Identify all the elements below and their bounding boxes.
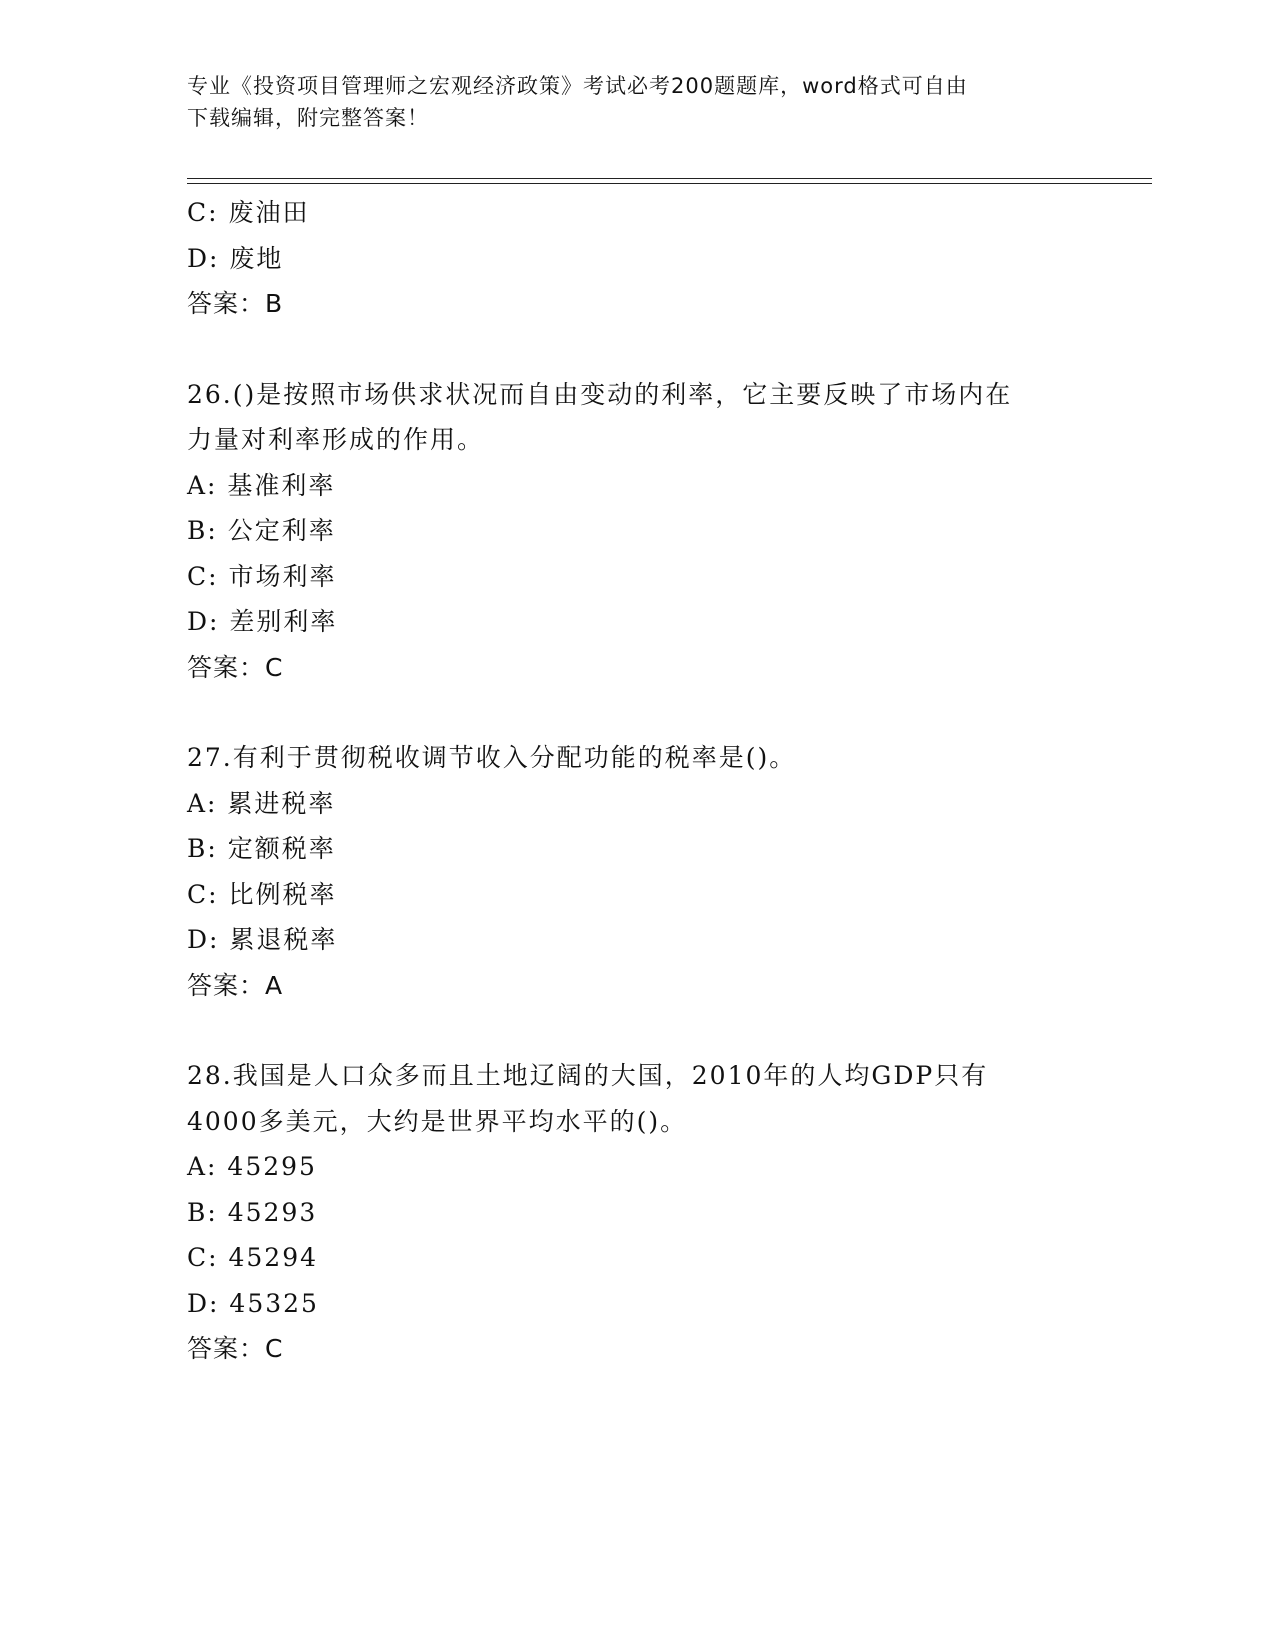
option-a: A: 45295	[187, 1152, 317, 1181]
option-d: D: 废地	[187, 243, 284, 273]
option-c: C: 市场利率	[187, 561, 337, 591]
question-block-26	[187, 372, 1087, 691]
question-text-line: 27.有利于贯彻税收调节收入分配功能的税率是()。	[187, 743, 797, 772]
option-d: D: 45325	[187, 1288, 319, 1318]
header-line-2: 下载编辑，附完整答案！	[187, 106, 429, 130]
question-block-27	[187, 735, 1087, 1008]
option-b: B: 45293	[187, 1197, 318, 1227]
question-block-28	[187, 1053, 1087, 1372]
option-c: C: 比例税率	[187, 879, 337, 909]
question-text-line: 力量对利率形成的作用。	[187, 425, 485, 454]
answer-line: 答案：C	[187, 1334, 284, 1363]
option-d: D: 差别利率	[187, 607, 338, 636]
option-a: A: 基准利率	[187, 470, 336, 500]
document-header	[187, 70, 1087, 134]
option-d: D: 累退税率	[187, 925, 338, 954]
header-rule-top	[187, 178, 1152, 179]
question-block-25	[187, 190, 1087, 327]
question-text-line: 28.我国是人口众多而且土地辽阔的大国，2010年的人均GDP只有	[187, 1061, 989, 1090]
answer-line: 答案：B	[187, 289, 284, 318]
option-a: A: 累进税率	[187, 788, 336, 818]
document-body	[187, 190, 1087, 1372]
question-text-line: 26.()是按照市场供求状况而自由变动的利率，它主要反映了市场内在	[187, 379, 1013, 409]
option-c: C: 废油田	[187, 198, 310, 227]
question-text-line: 4000多美元，大约是世界平均水平的()。	[187, 1106, 688, 1136]
header-line-1: 专业《投资项目管理师之宏观经济政策》考试必考200题题库，word格式可自由	[187, 74, 968, 98]
answer-line: 答案：A	[187, 970, 284, 1000]
option-b: B: 公定利率	[187, 516, 336, 545]
header-rule-bottom	[187, 183, 1152, 184]
answer-line: 答案：C	[187, 652, 284, 682]
option-b: B: 定额税率	[187, 834, 336, 863]
option-c: C: 45294	[187, 1243, 319, 1272]
